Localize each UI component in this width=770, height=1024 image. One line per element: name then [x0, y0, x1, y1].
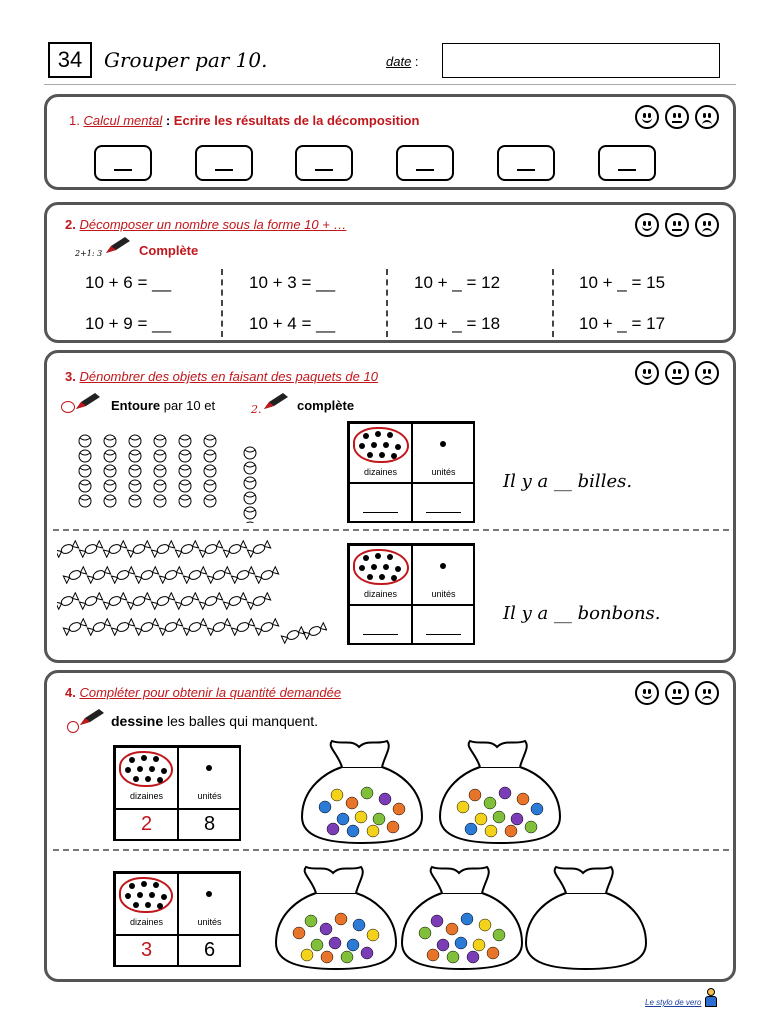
- ball-icon: [484, 797, 496, 809]
- ball-icon: [467, 951, 479, 963]
- marble-icon: [179, 435, 191, 447]
- candy-icon: [63, 619, 86, 636]
- date-colon: :: [411, 54, 419, 69]
- exercise2-hint: 2+1: 3: [75, 249, 103, 258]
- ball-icon: [361, 947, 373, 959]
- units-label: unités: [197, 917, 222, 927]
- marble-icon: [154, 465, 166, 477]
- self-assessment-2: [635, 213, 719, 237]
- tens-answer[interactable]: [349, 605, 412, 645]
- candy-icon: [207, 567, 230, 584]
- step-number: 2.: [251, 403, 262, 416]
- unit-dot: [206, 891, 212, 897]
- tens-value: 2: [140, 813, 153, 835]
- ball-icon: [319, 801, 331, 813]
- marble-icon: [79, 450, 91, 462]
- candy-icon: [57, 541, 79, 558]
- candy-icon: [111, 567, 134, 584]
- tens-label: dizaines: [363, 467, 398, 477]
- candy-icon: [255, 567, 278, 584]
- marble-icon: [104, 495, 116, 507]
- candy-icon: [281, 627, 304, 644]
- exercise1-title: [69, 113, 419, 128]
- bag-icon: [271, 863, 401, 973]
- ball-icon: [293, 927, 305, 939]
- marble-icon: [179, 495, 191, 507]
- marble-icon: [179, 480, 191, 492]
- candy-icon: [87, 567, 110, 584]
- sad-face-icon[interactable]: [695, 361, 719, 385]
- bag-icon: [397, 863, 527, 973]
- exercise2-title: [65, 217, 346, 232]
- answer-box[interactable]: [497, 145, 555, 181]
- exercise1-separator: :: [162, 113, 174, 128]
- answer-box[interactable]: [94, 145, 152, 181]
- units-label: unités: [431, 467, 456, 477]
- pencil-icon: [261, 391, 291, 411]
- candy-icon: [199, 541, 222, 558]
- self-assessment-4: [635, 681, 719, 705]
- instruction-rest: les balles qui manquent.: [163, 713, 319, 729]
- ball-icon: [447, 951, 459, 963]
- happy-face-icon[interactable]: [635, 681, 659, 705]
- marble-icon: [204, 495, 216, 507]
- marble-icon: [154, 450, 166, 462]
- equation: 10 + _ = 12: [414, 273, 501, 292]
- marble-icon: [204, 435, 216, 447]
- ball-icon: [493, 929, 505, 941]
- neutral-face-icon[interactable]: [665, 681, 689, 705]
- ball-icon: [347, 939, 359, 951]
- candy-icon: [223, 593, 246, 610]
- sad-face-icon[interactable]: [695, 213, 719, 237]
- pencil-icon: [73, 391, 103, 411]
- marble-icon: [244, 492, 256, 504]
- place-value-table: [347, 543, 475, 645]
- exercise3-number: 3.: [65, 369, 76, 384]
- ball-icon: [475, 813, 487, 825]
- header-rule: [44, 84, 736, 85]
- candy-icon: [127, 541, 150, 558]
- exercise1-instruction: Ecrire les résultats de la décomposition: [173, 113, 420, 128]
- instruction-draw: dessine: [111, 713, 164, 729]
- ball-icon: [331, 789, 343, 801]
- ball-icon: [437, 939, 449, 951]
- ball-icon: [379, 793, 391, 805]
- marble-icon: [129, 435, 141, 447]
- unit-dot: [440, 563, 446, 569]
- ball-icon: [427, 949, 439, 961]
- ball-icon: [473, 939, 485, 951]
- ball-icon: [367, 825, 379, 837]
- exercise4-panel: [44, 670, 736, 982]
- exercise3-heading: Dénombrer des objets en faisant des paquets de 10: [79, 369, 378, 384]
- exercise2-instruction: Complète: [139, 243, 199, 258]
- ball-icon: [493, 811, 505, 823]
- exercise2-number: 2.: [65, 217, 76, 232]
- exercise2-panel: [44, 202, 736, 343]
- ball-icon: [329, 937, 341, 949]
- pencil-icon: [103, 235, 133, 255]
- self-assessment-3: [635, 361, 719, 385]
- date-label: [386, 54, 419, 69]
- answer-box[interactable]: [598, 145, 656, 181]
- ball-icon: [517, 793, 529, 805]
- sentence-marbles: Il y a __ billes.: [503, 471, 633, 492]
- marble-icon: [129, 495, 141, 507]
- marble-icon: [154, 495, 166, 507]
- ball-icon: [419, 927, 431, 939]
- sentence-candies: Il y a __ bonbons.: [503, 603, 661, 624]
- column-divider: [552, 269, 554, 337]
- candy-icon: [79, 541, 102, 558]
- column-divider: [221, 269, 223, 337]
- ball-icon: [353, 919, 365, 931]
- ball-icon: [485, 825, 497, 837]
- instruction-mid: par 10 et: [160, 398, 216, 413]
- sad-face-icon[interactable]: [695, 681, 719, 705]
- candy-group: [57, 539, 327, 649]
- candy-icon: [231, 619, 254, 636]
- ball-icon: [469, 789, 481, 801]
- happy-face-icon[interactable]: [635, 213, 659, 237]
- marble-icon: [104, 450, 116, 462]
- tens-label: dizaines: [129, 791, 164, 801]
- marble-icon: [179, 450, 191, 462]
- ball-icon: [320, 923, 332, 935]
- marble-group: [77, 433, 267, 523]
- candy-icon: [87, 619, 110, 636]
- candy-icon: [57, 593, 79, 610]
- neutral-face-icon[interactable]: [665, 213, 689, 237]
- ball-icon: [457, 801, 469, 813]
- place-value-table: [113, 871, 241, 967]
- ball-icon: [327, 823, 339, 835]
- marble-icon: [79, 495, 91, 507]
- exercise3-title: [65, 369, 378, 384]
- marble-icon: [129, 480, 141, 492]
- marble-icon: [244, 507, 256, 519]
- candy-icon: [159, 567, 182, 584]
- place-value-table: [347, 421, 475, 523]
- units-label: unités: [431, 589, 456, 599]
- exercise3-instruction: [111, 398, 215, 413]
- exercise4-number: 4.: [65, 685, 76, 700]
- pencil-icon: [77, 707, 107, 727]
- footer-credit[interactable]: Le stylo de vero: [645, 998, 702, 1007]
- marble-icon: [204, 480, 216, 492]
- marble-icon: [154, 480, 166, 492]
- self-assessment-1: [635, 105, 719, 129]
- sad-face-icon[interactable]: [695, 105, 719, 129]
- place-value-table: [113, 745, 241, 841]
- equation: 10 + _ = 15: [579, 273, 666, 292]
- unit-dot: [206, 765, 212, 771]
- equation: 10 + 6 = __: [85, 273, 172, 292]
- ball-icon: [373, 813, 385, 825]
- lesson-number-box: [48, 42, 92, 78]
- equation: 10 + 4 = __: [249, 314, 336, 333]
- empty-bag-icon[interactable]: [521, 863, 651, 973]
- ball-icon: [431, 915, 443, 927]
- candy-icon: [135, 619, 158, 636]
- candy-icon: [199, 593, 222, 610]
- candy-icon: [103, 541, 126, 558]
- ball-icon: [511, 813, 523, 825]
- ball-icon: [311, 939, 323, 951]
- units-answer[interactable]: [412, 483, 475, 523]
- instruction-complete: complète: [297, 398, 355, 413]
- ball-icon: [446, 923, 458, 935]
- candy-icon: [159, 619, 182, 636]
- unit-dot: [440, 441, 446, 447]
- equation: 10 + 3 = __: [249, 273, 336, 292]
- tens-answer[interactable]: [349, 483, 412, 523]
- section-divider: [53, 529, 729, 531]
- ball-icon: [387, 821, 399, 833]
- marble-icon: [244, 447, 256, 459]
- candy-icon: [247, 593, 270, 610]
- units-value: 6: [203, 939, 216, 961]
- marble-icon: [244, 462, 256, 474]
- exercise4-instruction: [111, 713, 318, 729]
- ball-icon: [487, 947, 499, 959]
- marble-icon: [204, 450, 216, 462]
- ball-icon: [455, 937, 467, 949]
- tens-value: 3: [140, 939, 153, 961]
- ball-icon: [499, 787, 511, 799]
- exercise4-title: [65, 685, 341, 700]
- candy-icon: [63, 567, 86, 584]
- candy-icon: [151, 541, 174, 558]
- candy-icon: [247, 541, 270, 558]
- marble-icon: [104, 480, 116, 492]
- marble-icon: [104, 435, 116, 447]
- candy-icon: [255, 619, 278, 636]
- neutral-face-icon[interactable]: [665, 105, 689, 129]
- marble-icon: [79, 435, 91, 447]
- candy-icon: [175, 593, 198, 610]
- candy-icon: [103, 593, 126, 610]
- candy-icon: [303, 623, 326, 640]
- marble-icon: [129, 465, 141, 477]
- units-answer[interactable]: [412, 605, 475, 645]
- candy-icon: [79, 593, 102, 610]
- exercise2-heading: Décomposer un nombre sous la forme 10 + …: [79, 217, 347, 232]
- ball-icon: [341, 951, 353, 963]
- marble-icon: [244, 522, 256, 523]
- ball-icon: [361, 787, 373, 799]
- candy-icon: [151, 593, 174, 610]
- marble-icon: [204, 465, 216, 477]
- happy-face-icon[interactable]: [635, 105, 659, 129]
- exercise3-panel: [44, 350, 736, 663]
- exercise4-heading: Compléter pour obtenir la quantité demandée: [79, 685, 342, 700]
- marble-icon: [179, 465, 191, 477]
- tens-label: dizaines: [129, 917, 164, 927]
- neutral-face-icon[interactable]: [665, 361, 689, 385]
- marble-icon: [79, 465, 91, 477]
- exercise1-number: 1.: [69, 113, 80, 128]
- candy-icon: [135, 567, 158, 584]
- date-input[interactable]: [442, 43, 720, 78]
- ball-icon: [393, 803, 405, 815]
- ball-icon: [525, 821, 537, 833]
- ball-icon: [337, 813, 349, 825]
- candy-icon: [183, 619, 206, 636]
- candy-icon: [175, 541, 198, 558]
- marble-icon: [104, 465, 116, 477]
- exercise1-heading: Calcul mental: [83, 113, 163, 128]
- ball-icon: [505, 825, 517, 837]
- marble-icon: [129, 450, 141, 462]
- column-divider: [386, 269, 388, 337]
- marble-icon: [79, 480, 91, 492]
- marble-icon: [154, 435, 166, 447]
- tens-label: dizaines: [363, 589, 398, 599]
- ball-icon: [335, 913, 347, 925]
- units-value: 8: [203, 813, 216, 835]
- answer-box[interactable]: [396, 145, 454, 181]
- ball-icon: [367, 929, 379, 941]
- ball-icon: [355, 811, 367, 823]
- candy-icon: [231, 567, 254, 584]
- ball-icon: [346, 797, 358, 809]
- candy-icon: [223, 541, 246, 558]
- units-label: unités: [197, 791, 222, 801]
- answer-box[interactable]: [295, 145, 353, 181]
- candy-icon: [183, 567, 206, 584]
- mascot-icon: [704, 988, 718, 1008]
- lesson-number: 34: [57, 47, 83, 72]
- candy-icon: [207, 619, 230, 636]
- ball-icon: [347, 825, 359, 837]
- candy-icon: [127, 593, 150, 610]
- candy-icon: [111, 619, 134, 636]
- lesson-title: Grouper par 10.: [104, 48, 268, 72]
- instruction-circle: Entoure: [111, 398, 161, 413]
- bag-icon: [297, 737, 427, 847]
- ball-icon: [305, 915, 317, 927]
- ball-icon: [465, 823, 477, 835]
- ball-icon: [479, 919, 491, 931]
- date-label-text: date: [386, 54, 412, 69]
- answer-box[interactable]: [195, 145, 253, 181]
- happy-face-icon[interactable]: [635, 361, 659, 385]
- ball-icon: [301, 949, 313, 961]
- equation: 10 + _ = 17: [579, 314, 666, 333]
- section-divider: [53, 849, 729, 851]
- ball-icon: [461, 913, 473, 925]
- ball-icon: [531, 803, 543, 815]
- bag-icon: [435, 737, 565, 847]
- exercise1-panel: [44, 94, 736, 190]
- marble-icon: [244, 477, 256, 489]
- equation: 10 + 9 = __: [85, 314, 172, 333]
- ball-icon: [321, 951, 333, 963]
- equation: 10 + _ = 18: [414, 314, 501, 333]
